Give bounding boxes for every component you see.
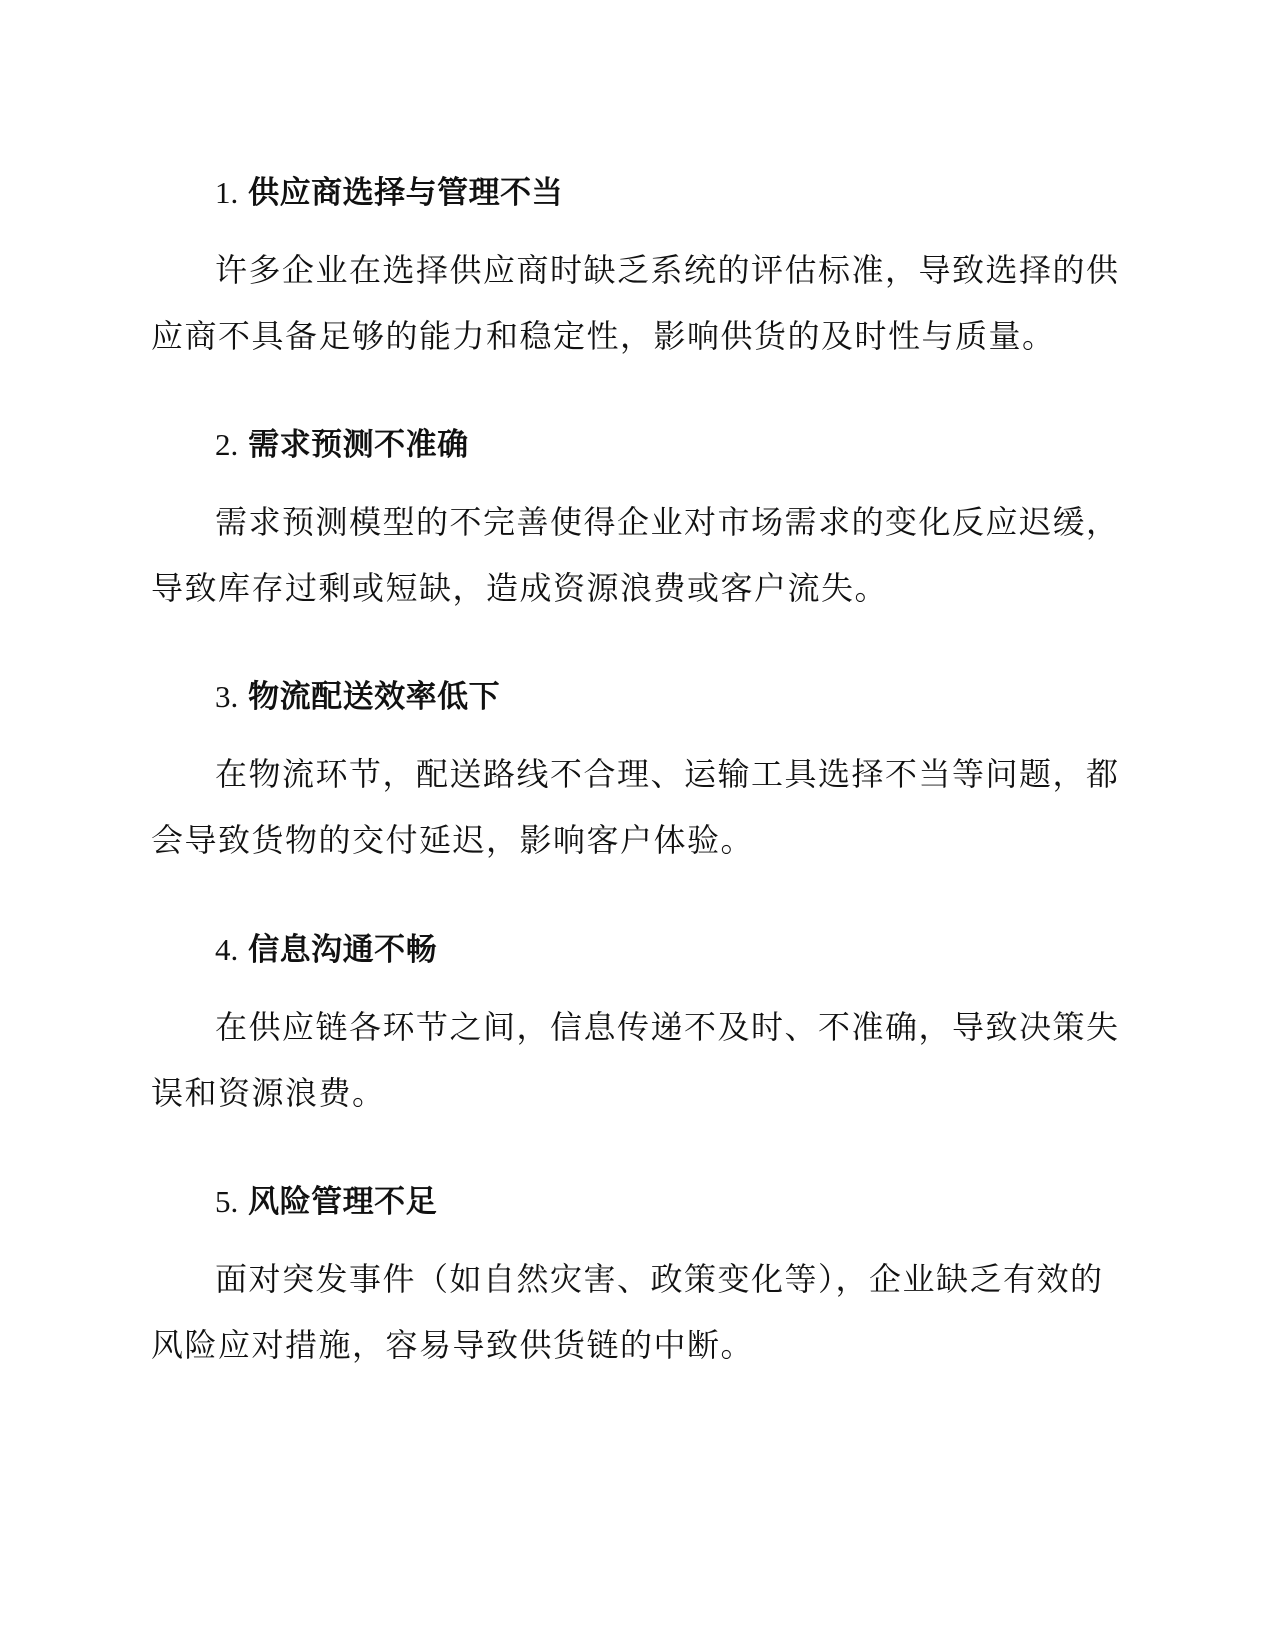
section-number: 2. [215,427,239,462]
section-body: 许多企业在选择供应商时缺乏系统的评估标准，导致选择的供应商不具备足够的能力和稳定性，影响供货的及时性与质量。 [151,251,1120,355]
section-information-communication [151,930,1125,1126]
section-body: 在物流环节，配送路线不合理、运输工具选择不当等问题，都会导致货物的交付延迟，影响客户体验。 [151,755,1120,859]
section-heading [151,425,1125,465]
section-title: 需求预测不准确 [248,427,469,463]
section-number: 1. [215,175,239,210]
section-heading [151,677,1125,717]
section-title: 物流配送效率低下 [248,679,501,715]
section-heading [151,1182,1125,1222]
section-body: 在供应链各环节之间，信息传递不及时、不准确，导致决策失误和资源浪费。 [151,1008,1120,1112]
section-body: 需求预测模型的不完善使得企业对市场需求的变化反应迟缓，导致库存过剩或短缺，造成资源浪费或客户流失。 [151,503,1120,607]
section-number: 4. [215,932,239,967]
section-heading [151,930,1125,970]
section-title: 信息沟通不畅 [248,932,438,968]
section-risk-management [151,1182,1125,1378]
section-logistics-efficiency [151,677,1125,873]
section-supplier-selection [151,173,1125,369]
section-body: 面对突发事件（如自然灾害、政策变化等），企业缺乏有效的风险应对措施，容易导致供货链的中断。 [151,1260,1104,1364]
section-title: 供应商选择与管理不当 [248,175,564,211]
section-title: 风险管理不足 [248,1184,438,1220]
section-demand-forecast [151,425,1125,621]
section-number: 5. [215,1184,239,1219]
section-number: 3. [215,679,239,714]
section-heading [151,173,1125,213]
